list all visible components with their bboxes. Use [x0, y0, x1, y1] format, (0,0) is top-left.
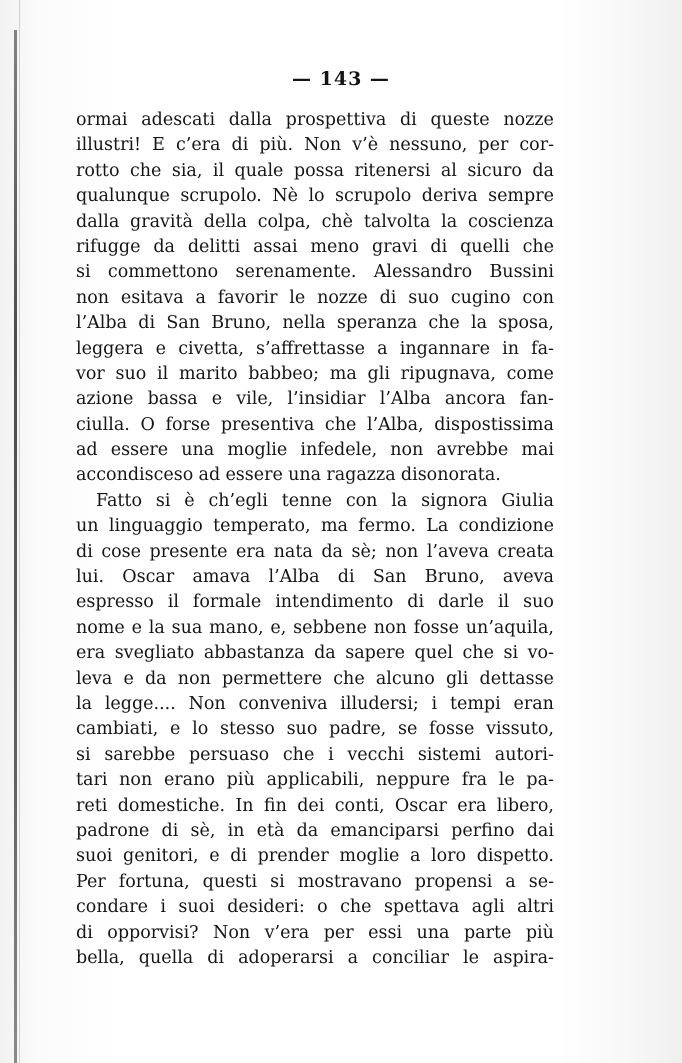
text-line: di opporvisi? Non v’era per essi una parte più	[76, 922, 554, 943]
text-line: reti domestiche. In fin dei conti, Oscar era libero,	[76, 795, 554, 816]
page-number: — 143 —	[292, 68, 390, 90]
text-line: di cose presente era nata da sè; non l’aveva creata	[76, 541, 554, 562]
body-text	[76, 108, 554, 971]
text-line: dalla gravità della colpa, chè talvolta la coscienza	[76, 211, 554, 232]
text-line: ad essere una moglie infedele, non avrebbe mai	[76, 440, 554, 461]
text-line: Per fortuna, questi si mostravano propensi a se-	[76, 871, 554, 892]
text-line: un linguaggio temperato, ma fermo. La condizione	[76, 516, 554, 537]
text-line: tari non erano più applicabili, neppure fra le pa-	[76, 770, 554, 791]
text-line: ciulla. O forse presentiva che l’Alba, dispostissima	[76, 414, 554, 435]
text-line: accondisceso ad essere una ragazza disonorata.	[76, 465, 501, 486]
text-line: la legge.... Non conveniva illudersi; i tempi eran	[76, 693, 554, 714]
page-binding-edge	[14, 30, 17, 1063]
text-line: vor suo il marito babbeo; ma gli ripugnava, come	[76, 363, 554, 384]
text-line: leva e da non permettere che alcuno gli dettasse	[76, 668, 554, 689]
text-line: qualunque scrupolo. Nè lo scrupolo deriva sempre	[76, 186, 554, 207]
text-line: lui. Oscar amava l’Alba di San Bruno, aveva	[76, 567, 554, 588]
text-line: rotto che sia, il quale possa ritenersi al sicuro da	[76, 160, 554, 181]
text-line: non esitava a favorir le nozze di suo cugino con	[76, 287, 554, 308]
text-line: si sarebbe persuaso che i vecchi sistemi autori-	[76, 744, 554, 765]
text-line: era svegliato abbastanza da sapere quel che si vo-	[76, 643, 554, 664]
text-line: cambiati, e lo stesso suo padre, se fosse vissuto,	[76, 719, 554, 740]
text-line: padrone di sè, in età da emanciparsi perfino dai	[76, 820, 554, 841]
text-line: azione bassa e vile, l’insidiar l’Alba ancora fan-	[76, 389, 554, 410]
page-gutter-line	[19, 0, 20, 1063]
text-line: Fatto si è ch’egli tenne con la signora Giulia	[96, 490, 554, 511]
text-line: espresso il formale intendimento di darle il suo	[76, 592, 554, 613]
text-line: rifugge da delitti assai meno gravi di quelli che	[76, 236, 554, 257]
text-line: bella, quella di adoperarsi a conciliar le aspira-	[76, 947, 554, 968]
text-line: suoi genitori, e di prender moglie a loro dispetto.	[76, 846, 554, 867]
text-line: leggera e civetta, s’affrettasse a ingannare in fa-	[76, 338, 554, 359]
text-line: illustri! E c’era di più. Non v’è nessuno, per cor-	[76, 135, 554, 156]
text-line: ormai adescati dalla prospettiva di queste nozze	[76, 110, 554, 130]
text-line: si commettono serenamente. Alessandro Bussini	[76, 262, 554, 283]
text-line: l’Alba di San Bruno, nella speranza che la sposa,	[76, 313, 554, 334]
text-line: nome e la sua mano, e, sebbene non fosse un’aquila,	[76, 617, 554, 638]
text-line: condare i suoi desideri: o che spettava agli altri	[76, 897, 554, 918]
